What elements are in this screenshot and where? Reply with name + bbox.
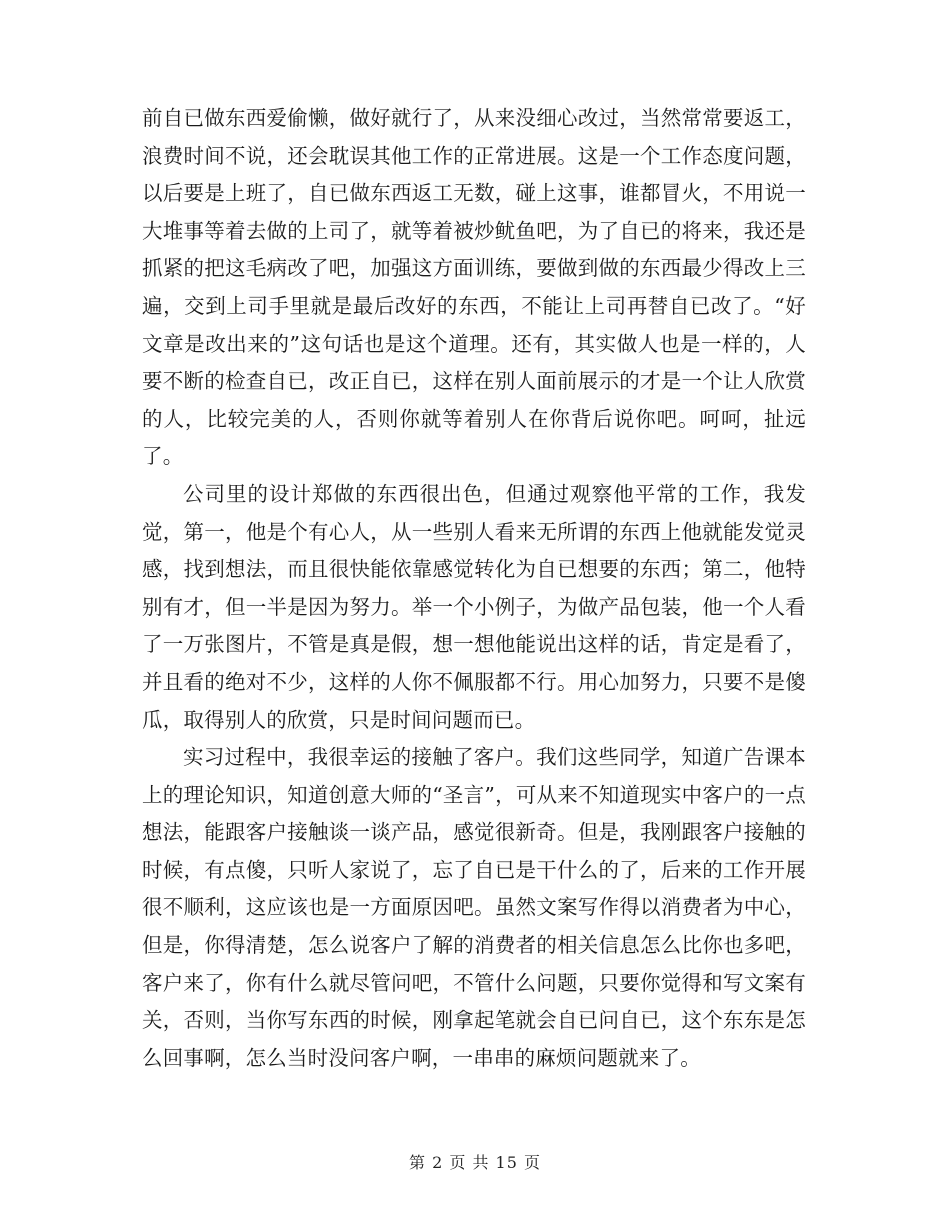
page-number-footer: 第 2 页 共 15 页 <box>409 1153 541 1172</box>
paragraph-2: 公司里的设计郑做的东西很出色，但通过观察他平常的工作，我发觉，第一，他是个有心人，从一些别人看来无所谓的东西上他就能发觉灵感，找到想法，而且很快能依靠感觉转化为自已想要的东西；第二，他特别有才，但一半是因为努力。举一个小例子，为做产品包装，他一个人看了一万张图片，不管是真是假，想一想他能说出这样的话，肯定是看了，并且看的绝对不少，这样的人你不佩服都不行。用心加努力，只要不是傻瓜，取得别人的欣赏，只是时间问题而已。 <box>142 481 806 732</box>
paragraph-3: 实习过程中，我很幸运的接触了客户。我们这些同学，知道广告课本上的理论知识，知道创意大师的“圣言”，可从来不知道现实中客户的一点想法，能跟客户接触谈一谈产品，感觉很新奇。但是，我刚跟客户接触的时候，有点傻，只听人家说了，忘了自已是干什么的了，后来的工作开展很不顺利，这应该也是一方面原因吧。虽然文案写作得以消费者为中心，但是，你得清楚，怎么说客户了解的消费者的相关信息怎么比你也多吧，客户来了，你有什么就尽管问吧，不管什么问题，只要你觉得和写文案有关，否则，当你写东西的时候，刚拿起笔就会自已问自已，这个东东是怎么回事啊，怎么当时没问客户啊，一串串的麻烦问题就来了。 <box>142 745 806 1070</box>
paragraph-1: 前自已做东西爱偷懒，做好就行了，从来没细心改过，当然常常要返工，浪费时间不说，还会耽误其他工作的正常进展。这是一个工作态度问题，以后要是上班了，自已做东西返工无数，碰上这事，谁都冒火，不用说一大堆事等着去做的上司了，就等着被炒鱿鱼吧，为了自已的将来，我还是抓紧的把这毛病改了吧，加强这方面训练，要做到做的东西最少得改上三遍，交到上司手里就是最后改好的东西，不能让上司再替自已改了。“好文章是改出来的”这句话也是这个道理。还有，其实做人也是一样的，人要不断的检查自已，改正自已，这样在别人面前展示的才是一个让人欣赏的人，比较完美的人，否则你就等着别人在你背后说你吧。呵呵，扯远了。 <box>142 106 806 469</box>
document-body <box>142 100 806 1077</box>
